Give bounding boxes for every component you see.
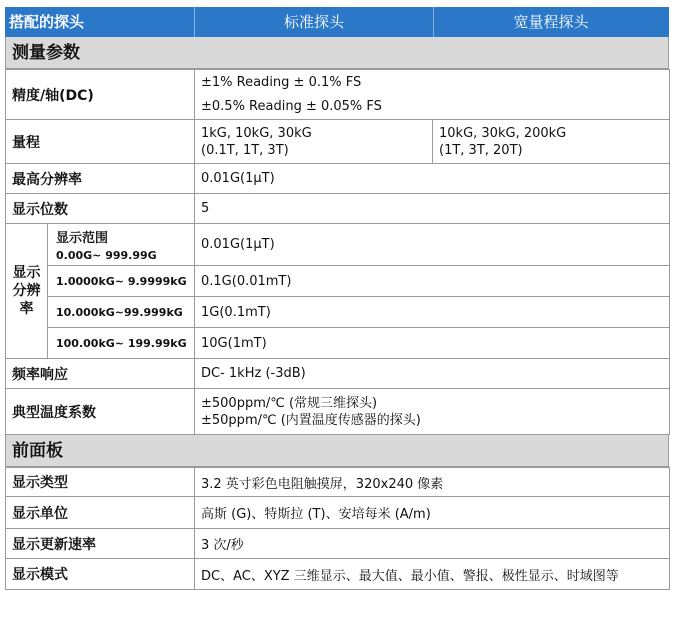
display-mode-label: 显示模式 bbox=[6, 559, 195, 590]
range-column-header: 显示范围 bbox=[56, 231, 109, 246]
resolution-range: 10.000kG~99.999kG bbox=[48, 297, 195, 328]
display-resolution-label-line: 分辨 bbox=[12, 283, 41, 299]
temp-coefficient-line-1: ±500ppm/℃ (常规三维探头) bbox=[201, 395, 378, 411]
resolution-value: 1G(0.1mT) bbox=[195, 297, 670, 328]
refresh-rate-label: 显示更新速率 bbox=[6, 529, 195, 559]
header-probe-label: 搭配的探头 bbox=[9, 13, 85, 31]
accuracy-line-2: ±0.5% Reading ± 0.05% FS bbox=[201, 98, 382, 114]
front-panel-table bbox=[5, 467, 670, 590]
resolution-value: 10G(1mT) bbox=[195, 328, 670, 359]
display-mode-value: DC、AC、XYZ 三维显示、最大值、最小值、警报、极性显示、时域图等 bbox=[195, 559, 670, 590]
display-resolution-label bbox=[6, 224, 48, 359]
display-digits-value: 5 bbox=[195, 194, 670, 224]
table-row bbox=[6, 224, 670, 266]
table-row bbox=[6, 297, 670, 328]
resolution-range: 0.00G~ 999.99G bbox=[56, 249, 157, 262]
resolution-range-cell bbox=[48, 224, 195, 266]
table-row bbox=[6, 164, 670, 194]
table-row bbox=[6, 266, 670, 297]
temp-coefficient-value bbox=[195, 389, 670, 435]
accuracy-line-1: ±1% Reading ± 0.1% FS bbox=[201, 74, 362, 90]
range-standard-line-2: (0.1T, 1T, 3T) bbox=[201, 142, 289, 158]
header-wide-range-probe: 宽量程探头 bbox=[513, 13, 589, 31]
temp-coefficient-line-2: ±50ppm/℃ (内置温度传感器的探头) bbox=[201, 412, 421, 428]
table-row bbox=[6, 328, 670, 359]
resolution-value: 0.1G(0.01mT) bbox=[195, 266, 670, 297]
display-resolution-label-line: 显示 bbox=[12, 265, 41, 281]
section-measurement-params: 测量参数 bbox=[5, 37, 669, 69]
header-standard-probe: 标准探头 bbox=[283, 13, 344, 31]
accuracy-label: 精度/轴(DC) bbox=[6, 70, 195, 120]
range-label: 量程 bbox=[6, 120, 195, 164]
display-type-value: 3.2 英寸彩色电阻触摸屏，320x240 像素 bbox=[195, 468, 670, 497]
accuracy-value bbox=[195, 70, 670, 120]
section-front-panel: 前面板 bbox=[5, 435, 669, 467]
measurement-table bbox=[5, 69, 670, 435]
table-row bbox=[6, 529, 670, 559]
range-standard bbox=[195, 120, 433, 164]
refresh-rate-value: 3 次/秒 bbox=[195, 529, 670, 559]
display-resolution-label-line: 率 bbox=[19, 301, 34, 317]
table-row bbox=[6, 359, 670, 389]
table-row bbox=[6, 497, 670, 529]
frequency-response-value: DC- 1kHz (-3dB) bbox=[195, 359, 670, 389]
table-row bbox=[6, 120, 670, 164]
table-row bbox=[6, 389, 670, 435]
spec-sheet bbox=[5, 7, 669, 590]
resolution-range: 100.00kG~ 199.99kG bbox=[48, 328, 195, 359]
range-wide-line-1: 10kG, 30kG, 200kG bbox=[439, 125, 567, 141]
display-type-label: 显示类型 bbox=[6, 468, 195, 497]
range-wide-line-2: (1T, 3T, 20T) bbox=[439, 142, 523, 158]
table-header bbox=[5, 7, 669, 37]
table-row bbox=[6, 559, 670, 590]
range-wide bbox=[433, 120, 670, 164]
max-resolution-label: 最高分辨率 bbox=[6, 164, 195, 194]
resolution-value: 0.01G(1μT) bbox=[195, 224, 670, 266]
range-standard-line-1: 1kG, 10kG, 30kG bbox=[201, 125, 312, 141]
table-row bbox=[6, 194, 670, 224]
table-row bbox=[6, 70, 670, 120]
frequency-response-label: 频率响应 bbox=[6, 359, 195, 389]
resolution-range: 1.0000kG~ 9.9999kG bbox=[48, 266, 195, 297]
temp-coefficient-label: 典型温度系数 bbox=[6, 389, 195, 435]
max-resolution-value: 0.01G(1μT) bbox=[195, 164, 670, 194]
display-unit-value: 高斯 (G)、特斯拉 (T)、安培每米 (A/m) bbox=[195, 497, 670, 529]
table-row bbox=[6, 468, 670, 497]
display-digits-label: 显示位数 bbox=[6, 194, 195, 224]
display-unit-label: 显示单位 bbox=[6, 497, 195, 529]
